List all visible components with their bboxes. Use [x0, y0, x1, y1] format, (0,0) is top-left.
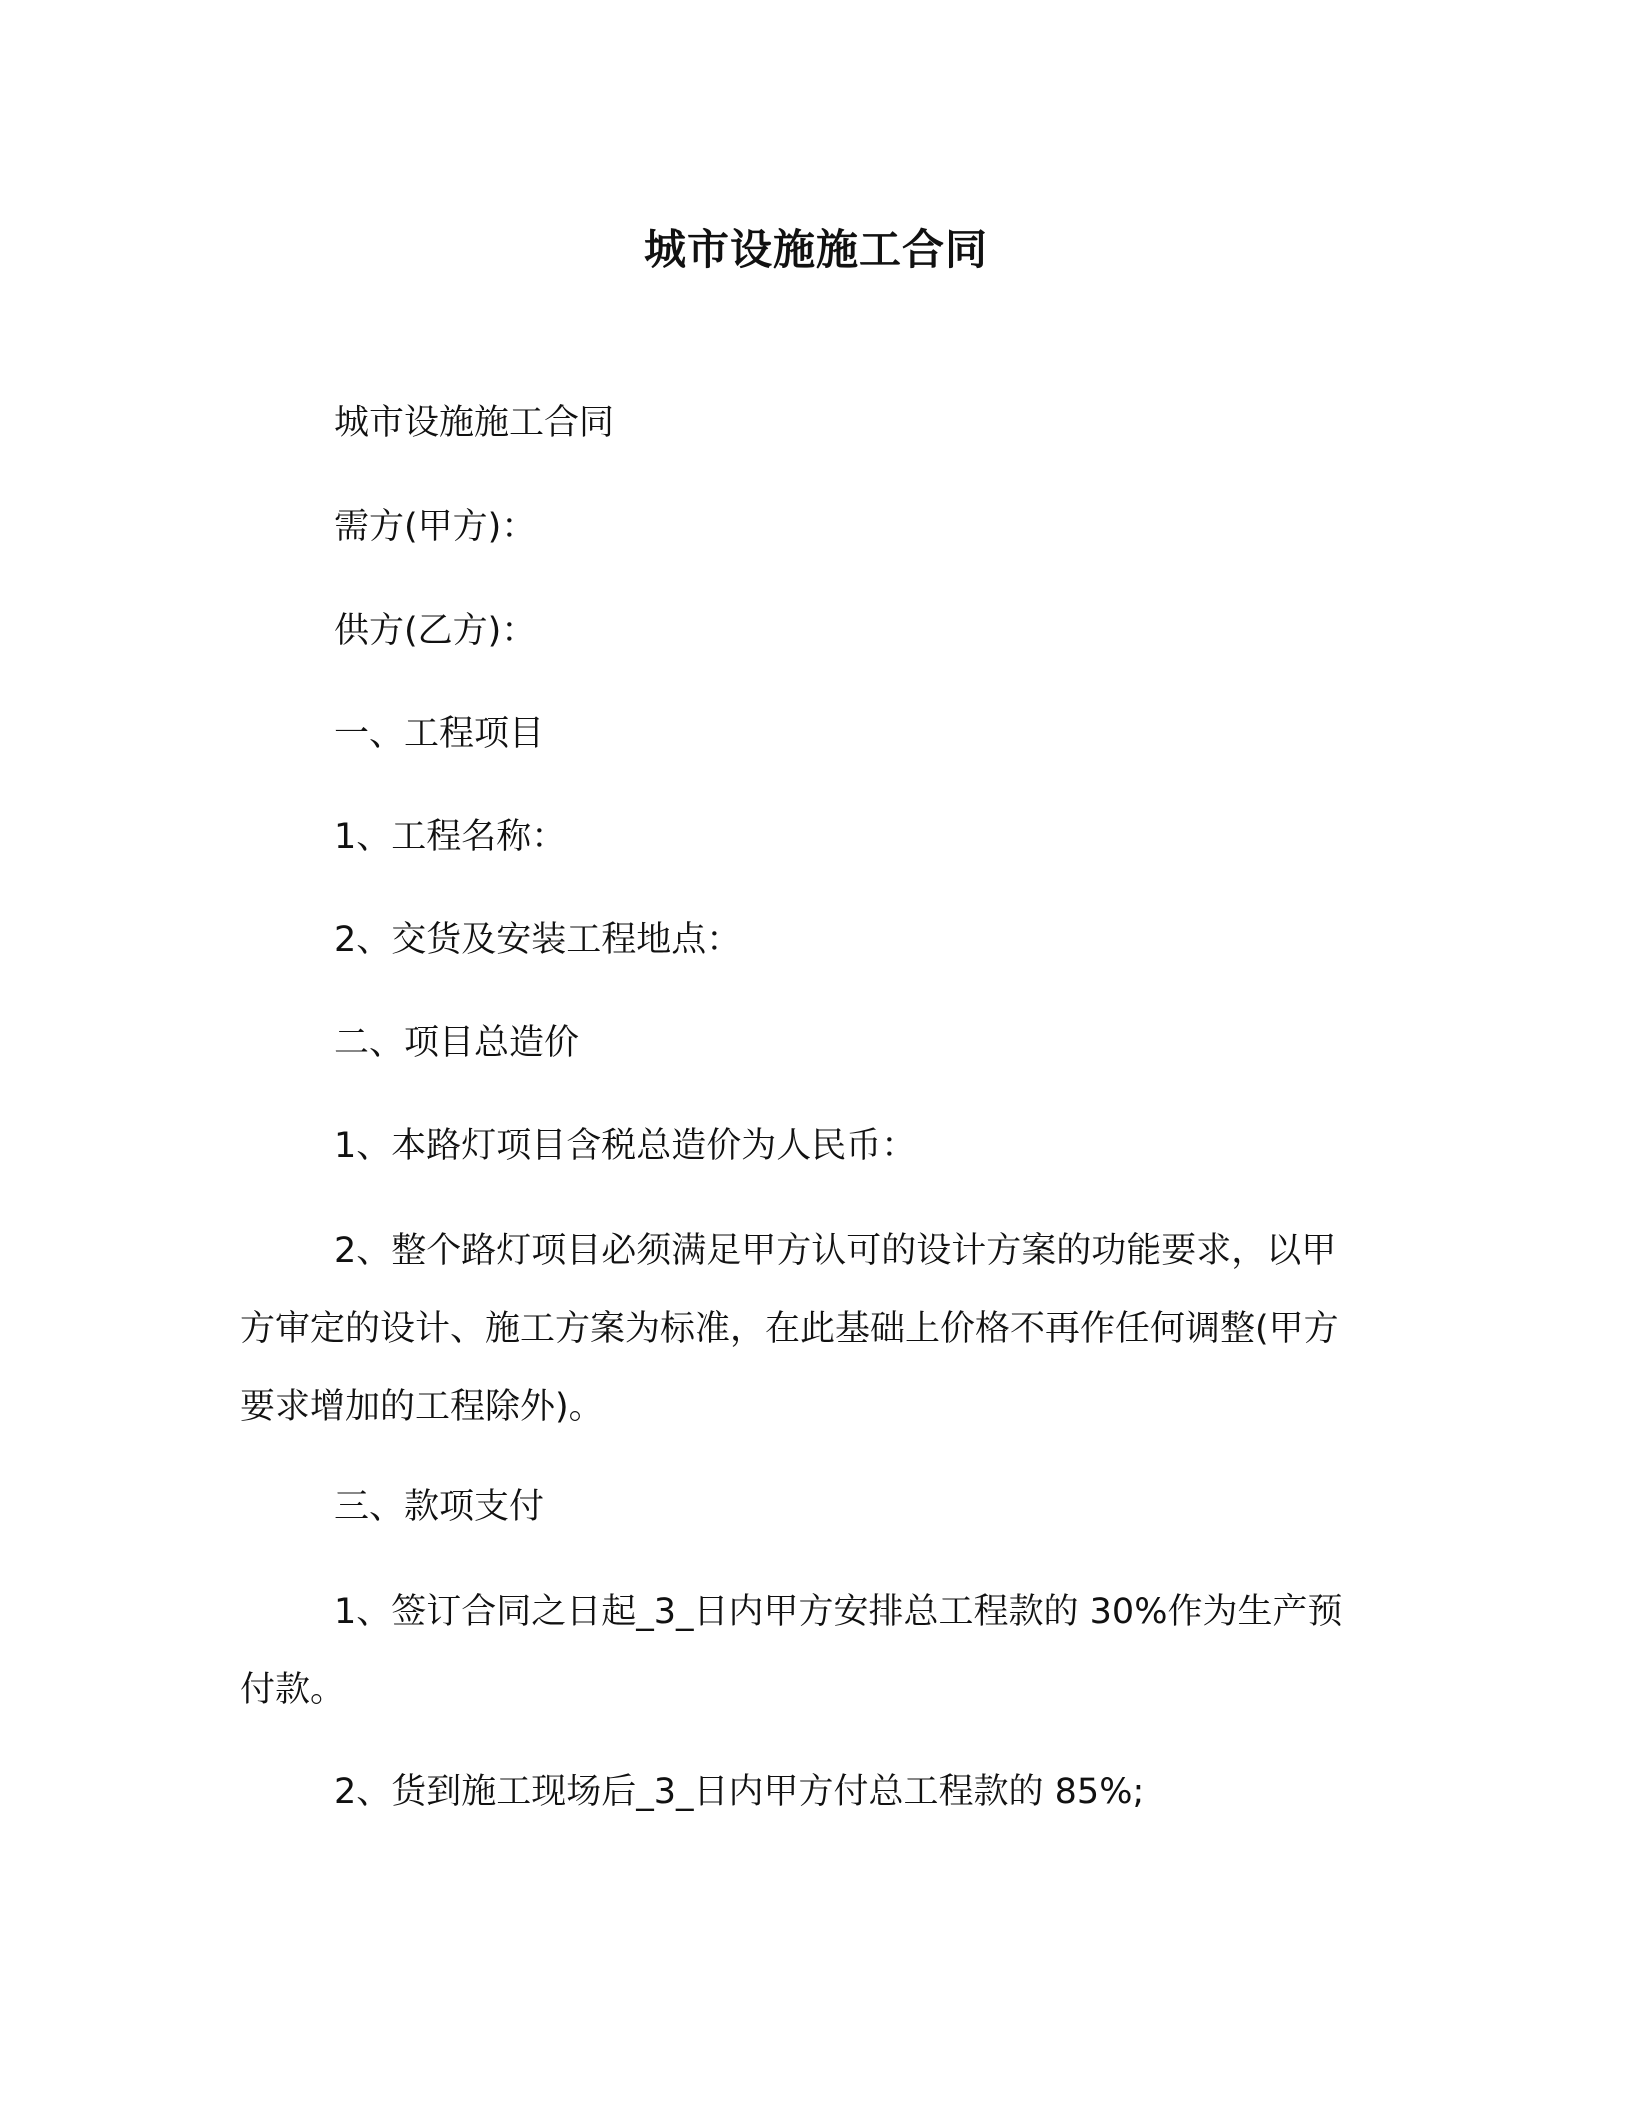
paragraph-contract-name: 城市设施施工合同: [334, 403, 615, 443]
paragraph-prepayment: 1、签订合同之日起_3_日内甲方安排总工程款的 30%作为生产预付款。: [240, 1592, 1343, 1710]
paragraph-buyer: 需方(甲方)：: [334, 507, 537, 547]
paragraph-total-price: 1、本路灯项目含税总造价为人民币：: [334, 1126, 917, 1166]
paragraph-project-name: 1、工程名称：: [334, 817, 567, 857]
paragraph-design-requirements: 2、整个路灯项目必须满足甲方认可的设计方案的功能要求，以甲方审定的设计、施工方案为标准，在此基础上价格不再作任何调整(甲方要求增加的工程除外)。: [240, 1231, 1339, 1427]
section-heading-project: 一、工程项目: [334, 714, 545, 754]
document-title: 城市设施施工合同: [643, 225, 988, 274]
paragraph-delivery-payment: 2、货到施工现场后_3_日内甲方付总工程款的 85%;: [334, 1772, 1145, 1812]
section-heading-payment: 三、款项支付: [334, 1487, 545, 1527]
paragraph-supplier: 供方(乙方)：: [334, 611, 537, 651]
paragraph-delivery-location: 2、交货及安装工程地点：: [334, 920, 742, 960]
section-heading-total-cost: 二、项目总造价: [334, 1023, 580, 1063]
